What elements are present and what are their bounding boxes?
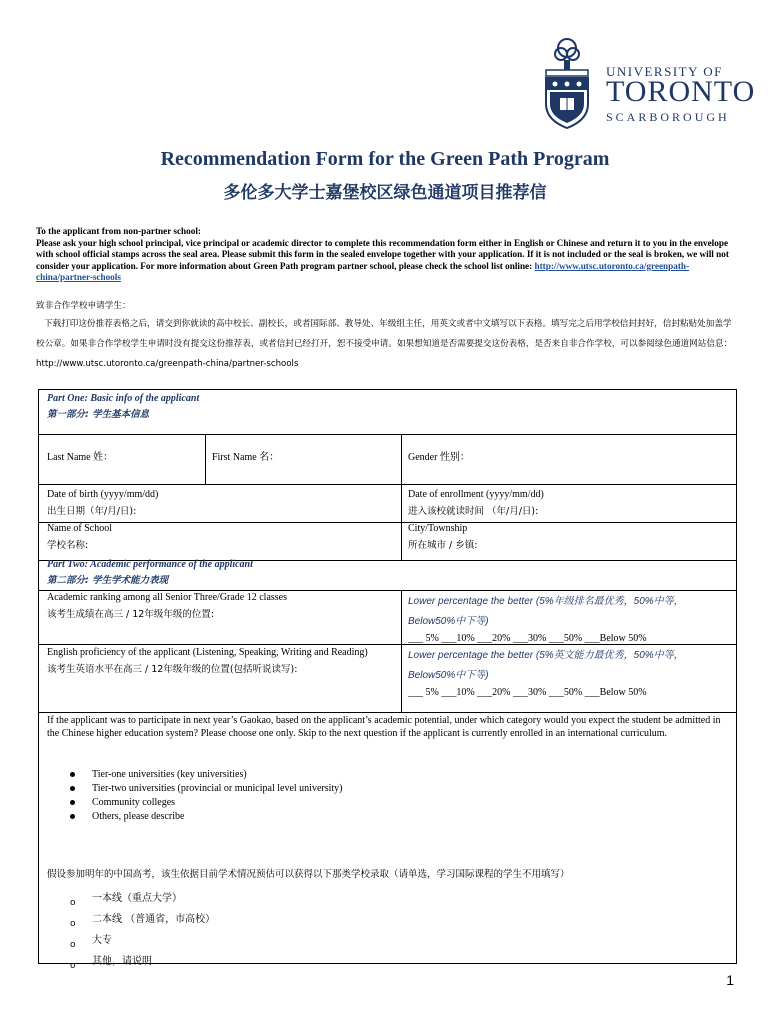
- school-name-field[interactable]: Name of School 学校名称:: [47, 523, 112, 551]
- gaokao-option-en[interactable]: Tier-one universities (key universities): [92, 768, 343, 782]
- last-name-field[interactable]: Last Name 姓：: [47, 452, 114, 463]
- intro-zh-body: 下载打印这份推荐表格之后，请交到你就读的高中校长、副校长，或者国际部、教导处、年级组主任，用英文或者中文填写以下表格。填写完之后用学校信封封好，信封粘贴处加盖学校公章。如果非合作学校学生申请时没有提交这份推荐表，或者信封已经打开，恕不接受申请。如果想知道是否需要提交这份表格，是否来自非合作学校，可以参阅绿色通道网站信息：: [36, 319, 733, 349]
- gaokao-question-en: If the applicant was to participate in next year’s Gaokao, based on the applicant’s academic potential, under which category would you expect the student be admitted in the Chinese higher education system? Please choose one only. Skip to the next question if the applicant is currently enrolled in an international curriculum.: [47, 715, 721, 739]
- intro-zh: [36, 298, 738, 374]
- bullet-icon: [70, 800, 75, 805]
- gaokao-question-zh: 假设参加明年的中国高考，该生依据目前学术情况预估可以获得以下那类学校录取（请单选，学习国际课程的学生不用填写）: [47, 869, 570, 880]
- bullet-icon: [70, 772, 75, 777]
- part-two-title-en: Part Two: Academic performance of the applicant: [47, 559, 253, 570]
- academic-ranking-options[interactable]: Lower percentage the better (5%年级排名最优秀，50%中等， Below50%中下等) ___ 5% ___10% ___20% ___30% ___50% ___Below 50%: [408, 596, 684, 644]
- university-logo: [538, 34, 756, 130]
- circle-bullet-icon: o: [70, 961, 76, 971]
- gaokao-option-en[interactable]: Others, please describe: [92, 810, 343, 824]
- logo-scarborough: SCARBOROUGH: [606, 110, 730, 124]
- university-crest-icon: [538, 34, 596, 130]
- circle-bullet-icon: o: [70, 940, 76, 950]
- first-name-field[interactable]: First Name 名：: [212, 452, 280, 463]
- intro-zh-heading: 致非合作学校申请学生：: [36, 301, 131, 311]
- gaokao-options-en: [92, 768, 343, 824]
- part-one-title-en: Part One: Basic info of the applicant: [47, 393, 200, 404]
- partner-schools-link-en[interactable]: http://www.utsc.utoronto.ca/greenpath-china/partner-schools: [36, 260, 690, 283]
- gaokao-options-zh: [70, 888, 216, 972]
- gaokao-option-zh[interactable]: o 大专: [92, 930, 215, 951]
- bullet-icon: [70, 786, 75, 791]
- page-title-zh: 多伦多大学士嘉堡校区绿色通道项目推荐信: [223, 183, 547, 203]
- date-of-enrollment-field[interactable]: Date of enrollment (yyyy/mm/dd) 进入该校就读时间 （年/月/日):: [408, 489, 544, 517]
- date-of-birth-field[interactable]: Date of birth (yyyy/mm/dd) 出生日期（年/月/日):: [47, 489, 159, 517]
- page-number: 1: [726, 972, 734, 988]
- gender-field[interactable]: Gender 性别：: [408, 452, 470, 463]
- intro-en: [36, 226, 738, 284]
- english-proficiency-options[interactable]: Lower percentage the better (5%英文能力最优秀，50%中等， Below50%中下等) ___ 5% ___10% ___20% ___30% ___50% ___Below 50%: [408, 650, 684, 698]
- gaokao-option-zh[interactable]: o 二本线 （普通省，市高校）: [92, 909, 215, 930]
- circle-bullet-icon: o: [70, 919, 76, 929]
- gaokao-option-en[interactable]: Community colleges: [92, 796, 343, 810]
- intro-en-heading: To the applicant from non-partner school:: [36, 226, 201, 236]
- bullet-icon: [70, 814, 75, 819]
- logo-university-of: UNIVERSITY OF: [606, 64, 723, 79]
- gaokao-option-zh[interactable]: o 其他，请说明: [92, 951, 215, 972]
- city-township-field[interactable]: City/Township 所在城市 / 乡镇:: [408, 523, 478, 551]
- intro-en-body: Please ask your high school principal, vice principal or academic director to complete this recommendation form either in English or Chinese and return it to you in the envelope with school official stamps across the seal area. Please submit this form in the sealed envelope together with your application. If it is not included or the seal is broken, we will not consider your application. For more information about Green Path program partner school, please check the school list online:: [36, 237, 729, 271]
- gaokao-option-en[interactable]: Tier-two universities (provincial or municipal level university): [92, 782, 343, 796]
- circle-bullet-icon: o: [70, 898, 76, 908]
- english-proficiency-label: English proficiency of the applicant (Listening, Speaking, Writing and Reading) 该考生英语水平在高三 / 12年级年级的位置(包括听说读写):: [47, 647, 368, 675]
- part-two-title-zh: 第二部分: 学生学术能力表现: [47, 575, 169, 586]
- gaokao-option-zh[interactable]: o 一本线（重点大学）: [92, 888, 215, 909]
- page-title-en: Recommendation Form for the Green Path Program: [160, 148, 610, 170]
- recommendation-form: [38, 389, 737, 971]
- academic-ranking-label: Academic ranking among all Senior Three/Grade 12 classes 该考生成绩在高三 / 12年级年级的位置:: [47, 592, 288, 620]
- logo-toronto: TORONTO: [606, 75, 756, 108]
- part-one-title-zh: 第一部分: 学生基本信息: [47, 409, 150, 420]
- partner-schools-link-zh[interactable]: http://www.utsc.utoronto.ca/greenpath-china/partner-schools: [36, 359, 299, 369]
